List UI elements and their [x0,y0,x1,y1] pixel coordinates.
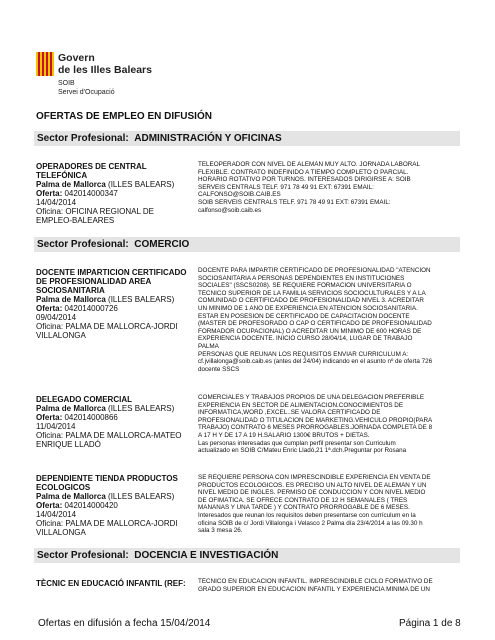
offer-office: EMPLEO-BALEARES [36,216,115,225]
description-line: PRODUCTOS ECOLÓGICOS. ES PRECISO UN ALTO NIVEL DE ALEMÁN Y UN [198,481,427,489]
description-line: TÉCNICO EN EDUCACIÓN INFANTIL. IMPRESCINDIBLE CICLO FORMATIVO DE [198,578,433,585]
offer-location: Palma de Mallorca (ILLES BALEARS) [36,180,175,189]
offer-location: Palma de Mallorca (ILLES BALEARS) [36,295,175,304]
page-title: OFERTAS DE EMPLEO EN DIFUSIÓN [36,111,212,122]
govern-logo-icon [36,52,54,76]
description-line: Las personas interesadas que cumplan perfil presentar son Curriculum [198,439,396,447]
org-name-line1: Govern [58,52,95,64]
description-line: MAÑANAS Y UNA TARDE ) Y CONTRATO PRORROGABLE DE 6 MESES. [198,504,410,512]
offer-description [198,474,460,535]
description-line: PALMA [198,342,219,350]
description-line: NIVEL MEDIO DE INGLÉS. PERMISO DE CONDUCCIÓN Y CON NIVEL MEDIO [198,489,426,497]
offer-number: Oferta: 042014000347 [36,189,118,198]
offer-date: 14/04/2014 [36,198,77,207]
description-line: cf.jvillalonga@soib.caib.es (antes del 24/04) indicando en el asunto nº de oferta 726 [198,358,433,366]
offer-date: 11/04/2014 [36,422,76,431]
offer-number: Oferta: 042014000726 [36,304,118,313]
offer-title: OPERADORES DE CENTRAL [36,162,147,171]
description-line: COMERCIALES Y TRABAJOS PROPIOS DE UNA DELEGACIÓN PREFERIBLE [198,394,425,401]
offer-title: DE PROFESIONALIDAD AREA [36,277,152,286]
description-line: FORMADOR OCUPACIONAL) O ACREDITAR UN MÍNIMO DE 600 HORAS DE [198,327,422,335]
offer-title: DOCENTE IMPARTICION CERTIFICADO [36,268,187,277]
description-line: UN MÍNIMO DE 1 AÑO DE EXPERIENCIA EN ATENCIÓN SOCIOSANITARIA. [198,304,418,312]
description-line: calfonso@soib.caib.es [198,206,262,214]
description-line: DE OFIMÁTICA. SE OFRECE CONTRATO DE 12 H SEMANALES ( TRES [198,496,408,504]
offer-office: Oficina: OFICINA REGIONAL DE [36,207,154,216]
description-line: SOIB SERVEIS CENTRALS TELF. 971 78 49 91 EXT: 67391 EMAIL: [198,198,391,206]
offer-office: ENRIQUE LLADÓ [36,440,101,449]
offer-summary [36,162,196,225]
offer-summary [36,395,196,449]
offer-office: Oficina: PALMA DE MALLORCA-JORDI [36,519,178,528]
offer-title: TELEFÓNICA [36,171,88,180]
description-line: SOCIOSANITARIA A PERSONAS DEPENDIENTES EN INSTITUCIONES [198,274,405,282]
offer-summary [36,268,196,340]
offer-description [198,394,460,455]
description-line: EXPERIENCIA EN SECTOR DE ALIMENTACIÓN.CONOCIMIENTOS DE [198,401,404,409]
offer-title: DEPENDIENTE TIENDA PRODUCTOS [36,474,178,483]
description-line: PERSONAS QUE REÚNAN LOS REQUISITOS ENVIAR CURRICULUM A: [198,350,409,358]
description-line: TELEOPERADOR CON NIVEL DE ALEMÁN MUY ALTO. JORNADA LABORAL [198,161,420,168]
description-line: COMUNIDAD O CERTIFICADO DE PROFESIONALIDAD NIVEL 3. ACREDITAR [198,297,424,305]
description-line: Interesados que reunan los requisitos deben presentarse con currículum en la [198,511,416,519]
sector-name: ADMINISTRACIÓN Y OFICINAS [134,132,282,144]
offer-title: DELEGADO COMERCIAL [36,395,132,404]
sector-prefix: Sector Profesional: [37,549,129,561]
offer-office: Oficina: PALMA DE MALLORCA-MATEO [36,431,182,440]
description-line: TRABAJO) CONTRATO 6 MESES PRORROGABLES.JORNADA COMPLETA DE 8 [198,424,433,432]
offer-title: ECOLOGICOS [36,483,91,492]
description-line: DOCENTE PARA IMPARTIR CERTIFICADO DE PROFESIONALIDAD "ATENCION [198,267,431,274]
description-line: PROFESIONALIDAD O TITULACIÓN DE MARKETING.VEHÍCULO PROPIO(PARA [198,416,433,424]
footer-date: Ofertas en difusión a fecha 15/04/2014 [38,618,211,629]
page-number: Página 1 de 8 [399,618,461,629]
offer-description [198,578,460,593]
sector-header-docencia [34,548,460,563]
offer-description [198,161,460,214]
description-line: docente SSCS [198,365,240,373]
description-line: actualizado en SOIB C/Mateu Enric Lladó,21 1ª.dch.Preguntar por Rosana [198,447,407,455]
description-line: ESTAR EN POSESIÓN DE CERTIFICADO DE CAPACITACIÓN DOCENTE [198,312,410,320]
offer-title: TÈCNIC EN EDUCACIÓ INFANTIL (REF: [36,579,186,588]
description-line: EXPERIENCIA DOCENTE. INICIO CURSO 28/04/14, LUGAR DE TRABAJO [198,335,413,343]
description-line: (MASTER DE PROFESORADO O CAP O CERTIFICADO DE PROFESIONALIDAD [198,320,432,328]
description-line: CALFONSO@SOIB.CAIB.ES [198,191,281,199]
description-line: HORARIO ROTATIVO POR TURNOS. INTERESADOS DIRIGIRSE A: SOIB [198,176,411,184]
offer-location: Palma de Mallorca (ILLES BALEARS) [36,404,175,413]
offer-date: 14/04/2014 [36,510,77,519]
sector-prefix: Sector Profesional: [37,132,129,144]
description-line: GRADO SUPERIOR EN EDUCACIÓN INFANTIL Y EXPERIENCIA MÍNIMA DE UN [198,585,430,593]
description-line: A 17 H Y DE 17 A 19 H.SALARIO 1300€ BRUTOS + DIETAS. [198,431,370,439]
unit-name-line1: SOIB [58,80,75,87]
description-line: FLEXIBLE. CONTRATO INDEFINIDO A TIEMPO COMPLETO O PARCIAL. [198,168,409,176]
description-line: TÉCNICO SUPERIOR DE LA FAMILIA SERVICIOS SOCIOCULTURALES Y A LA [198,289,426,297]
offer-location: Palma de Mallorca (ILLES BALEARS) [36,492,175,501]
sector-header-administracion [34,131,460,146]
sector-name: COMERCIO [134,238,190,250]
offer-office: Oficina: PALMA DE MALLORCA-JORDI [36,322,178,331]
offer-summary [36,474,196,537]
offer-office: VILLALONGA [36,528,86,537]
offer-number: Oferta: 042014000420 [36,501,118,510]
offer-date: 09/04/2014 [36,313,77,322]
description-line: INFORMÁTICA,WORD ,EXCEL..SE VALORA CERTIFICADO DE [198,409,381,417]
description-line: oficina SOIB de c/ Jordi Villalonga i Velasco 2 Palma día 23/4/2014 a las 09.30 h [198,519,423,527]
description-line: sala 3 mesa 26. [198,527,243,535]
description-line: SOCIALES" (SSCS0208). SE REQUIERE FORMACION UNIVERSITARIA O [198,282,412,290]
offer-office: VILLALONGA [36,331,86,340]
description-line: SERVEIS CENTRALS TELF. 971 78 49 91 EXT: 67391 EMAIL: [198,183,374,191]
sector-prefix: Sector Profesional: [37,238,129,250]
offer-number: Oferta: 042014000866 [36,413,118,422]
sector-header-comercio [34,237,460,252]
offer-description [198,267,460,373]
page-header [36,52,296,102]
offer-summary [36,579,196,588]
org-name-line2: de les Illes Balears [58,64,152,76]
sector-name: DOCENCIA E INVESTIGACIÓN [134,549,279,561]
unit-name-line2: Servei d'Ocupació [58,89,115,96]
description-line: SE REQUIERE PERSONA CON IMPRESCINDIBLE EXPERIENCIA EN VENTA DE [198,474,431,481]
offer-title: SOCIOSANITARIA [36,286,105,295]
